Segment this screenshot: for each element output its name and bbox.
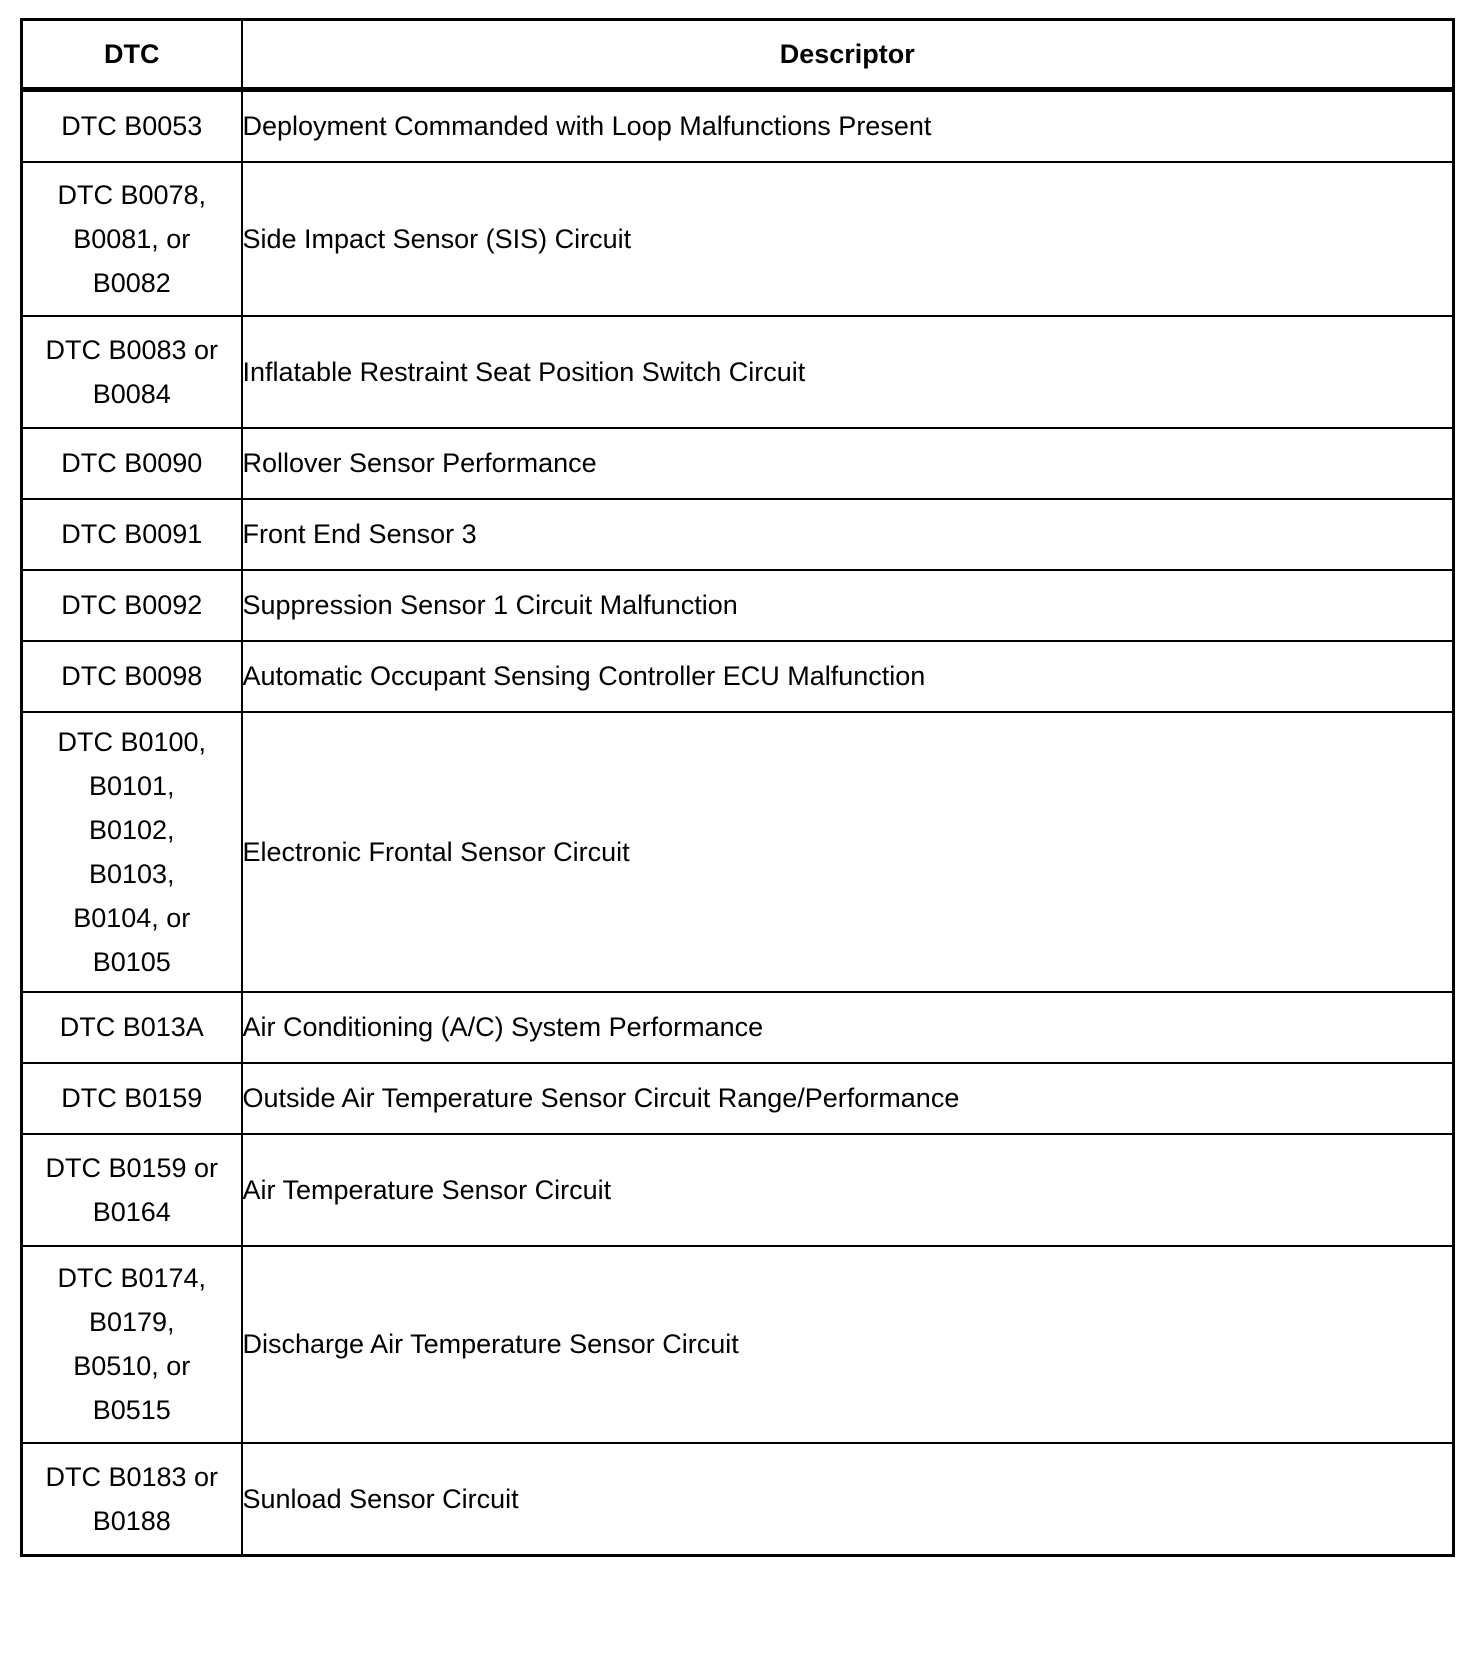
dtc-code: DTC B0174, B0179, B0510, or B0515 (22, 1246, 242, 1443)
table-row (22, 162, 1454, 316)
table-row (22, 1246, 1454, 1443)
dtc-descriptor: Air Conditioning (A/C) System Performance (242, 992, 1454, 1063)
table-header-row (22, 20, 1454, 90)
dtc-code: DTC B0183 or B0188 (22, 1443, 242, 1556)
dtc-descriptor: Discharge Air Temperature Sensor Circuit (242, 1246, 1454, 1443)
dtc-descriptor: Rollover Sensor Performance (242, 428, 1454, 499)
dtc-code: DTC B0100, B0101, B0102, B0103, B0104, or B0105 (22, 712, 242, 992)
table-row (22, 499, 1454, 570)
table-row (22, 428, 1454, 499)
dtc-code: DTC B013A (22, 992, 242, 1063)
dtc-descriptor: Front End Sensor 3 (242, 499, 1454, 570)
dtc-code: DTC B0159 (22, 1063, 242, 1134)
dtc-descriptor: Sunload Sensor Circuit (242, 1443, 1454, 1556)
dtc-descriptor-table (20, 18, 1455, 1557)
dtc-code: DTC B0083 or B0084 (22, 316, 242, 428)
table-row (22, 1443, 1454, 1556)
table-row (22, 992, 1454, 1063)
dtc-code: DTC B0078, B0081, or B0082 (22, 162, 242, 316)
dtc-descriptor: Inflatable Restraint Seat Position Switch Circuit (242, 316, 1454, 428)
dtc-descriptor: Deployment Commanded with Loop Malfunctions Present (242, 90, 1454, 162)
dtc-code: DTC B0159 or B0164 (22, 1134, 242, 1246)
dtc-descriptor: Outside Air Temperature Sensor Circuit Range/Performance (242, 1063, 1454, 1134)
header-descriptor: Descriptor (242, 20, 1454, 90)
dtc-code: DTC B0090 (22, 428, 242, 499)
dtc-code: DTC B0098 (22, 641, 242, 712)
table-row (22, 90, 1454, 162)
dtc-descriptor: Automatic Occupant Sensing Controller ECU Malfunction (242, 641, 1454, 712)
table-row (22, 641, 1454, 712)
header-dtc: DTC (22, 20, 242, 90)
dtc-code: DTC B0053 (22, 90, 242, 162)
table-row (22, 712, 1454, 992)
dtc-descriptor: Side Impact Sensor (SIS) Circuit (242, 162, 1454, 316)
dtc-code: DTC B0092 (22, 570, 242, 641)
dtc-descriptor: Air Temperature Sensor Circuit (242, 1134, 1454, 1246)
dtc-descriptor: Electronic Frontal Sensor Circuit (242, 712, 1454, 992)
table-row (22, 316, 1454, 428)
table-row (22, 1063, 1454, 1134)
dtc-code: DTC B0091 (22, 499, 242, 570)
dtc-descriptor: Suppression Sensor 1 Circuit Malfunction (242, 570, 1454, 641)
table-row (22, 570, 1454, 641)
table-row (22, 1134, 1454, 1246)
